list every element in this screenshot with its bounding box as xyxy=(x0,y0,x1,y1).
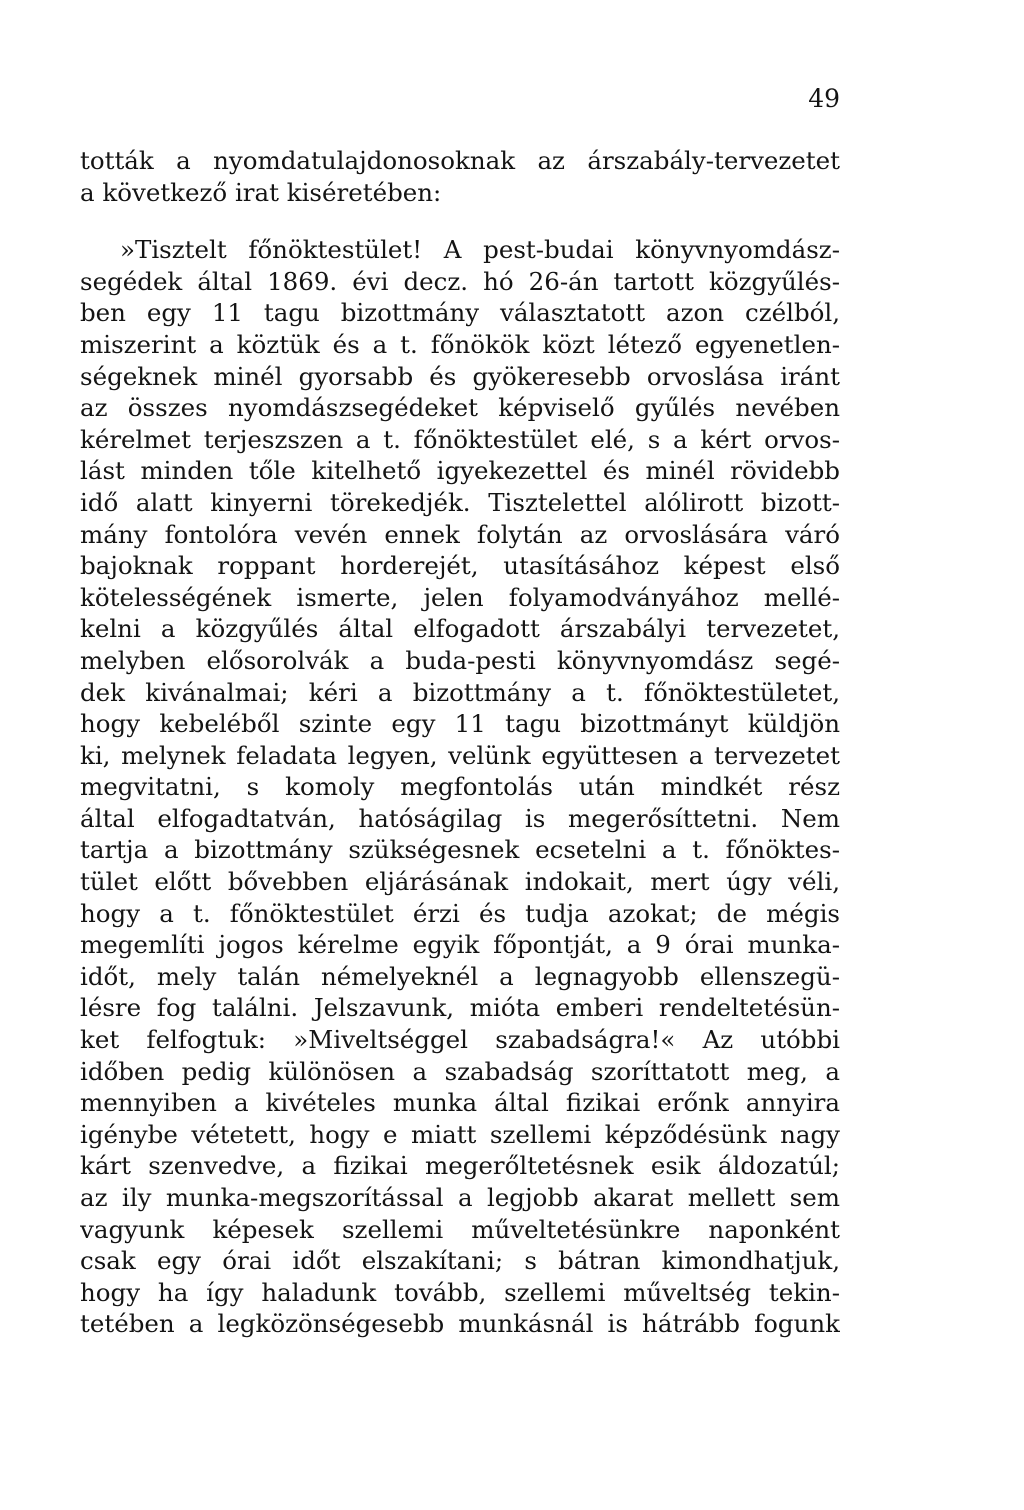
text-line: megvitatni, s komoly megfontolás után mindkét rész xyxy=(80,772,840,802)
text-line: miszerint a köztük és a t. főnökök közt létező egyenetlen- xyxy=(80,329,840,359)
text-line: tották a nyomdatulajdonosoknak az árszabály-tervezetet xyxy=(80,146,840,175)
text-line: lésre fog találni. Jelszavunk, mióta emberi rendeltetésün- xyxy=(80,993,840,1023)
text-line: hogy kebeléből szinte egy 11 tagu bizottmányt küldjön xyxy=(80,709,840,739)
text-line: időben pedig különösen a szabadság szoríttatott meg, a xyxy=(80,1056,840,1086)
text-line: »Tisztelt főnöktestület! A pest-budai könyvnyomdász- xyxy=(120,235,840,265)
text-line: csak egy órai időt elszakítani; s bátran kimondhatjuk, xyxy=(80,1246,840,1276)
text-line: lást minden tőle kitelhető igyekezettel és minél rövidebb xyxy=(80,456,840,486)
text-line: dek kivánalmai; kéri a bizottmány a t. főnöktestületet, xyxy=(80,677,840,707)
text-line: kérelmet terjeszszen a t. főnöktestület elé, s a kért orvos- xyxy=(80,424,840,454)
paragraph-intro xyxy=(80,145,840,208)
text-line: idő alatt kinyerni törekedjék. Tisztelettel alólirott bizott- xyxy=(80,487,840,517)
text-line: ségeknek minél gyorsabb és gyökeresebb orvoslása iránt xyxy=(80,361,840,391)
text-line: ki, melynek feladata legyen, velünk együttesen a tervezetet xyxy=(80,740,840,770)
text-line: az összes nyomdászsegédeket képviselő gyűlés nevében xyxy=(80,393,840,423)
text-line: által elfogadtatván, hatóságilag is megerősíttetni. Nem xyxy=(80,803,840,833)
text-line: kárt szenvedve, a fizikai megerőltetésnek esik áldozatúl; xyxy=(80,1151,840,1181)
paragraph-letter xyxy=(80,234,840,1340)
text-line: ben egy 11 tagu bizottmány választatott azon czélból, xyxy=(80,298,840,328)
paragraph-gap xyxy=(80,208,840,234)
text-line: időt, mely talán némelyeknél a legnagyobb ellenszegü- xyxy=(80,961,840,991)
text-line: megemlíti jogos kérelme egyik főpontját, a 9 órai munka- xyxy=(80,930,840,960)
text-line: tartja a bizottmány szükségesnek ecsetelni a t. főnöktes- xyxy=(80,835,840,865)
text-line: mennyiben a kivételes munka által fizikai erőnk annyira xyxy=(80,1088,840,1118)
text-line: segédek által 1869. évi decz. hó 26-án tartott közgyűlés- xyxy=(80,266,840,296)
text-line: tetében a legközönségesebb munkásnál is hátrább fogunk xyxy=(80,1309,840,1339)
body-text xyxy=(80,145,840,1340)
text-line: ket felfogtuk: »Miveltséggel szabadságra!« Az utóbbi xyxy=(80,1025,840,1055)
text-line: melyben elősorolvák a buda-pesti könyvnyomdász segé- xyxy=(80,645,840,675)
text-line: hogy a t. főnöktestület érzi és tudja azokat; de mégis xyxy=(80,898,840,928)
text-line: kötelességének ismerte, jelen folyamodványához mellé- xyxy=(80,582,840,612)
text-line: kelni a közgyűlés által elfogadott árszabályi tervezetet, xyxy=(80,614,840,644)
text-line: tület előtt bővebben eljárásának indokait, mert úgy véli, xyxy=(80,867,840,897)
text-line: hogy ha így haladunk tovább, szellemi műveltség tekin- xyxy=(80,1277,840,1307)
text-line: az ily munka-megszorítással a legjobb akarat mellett sem xyxy=(80,1183,840,1212)
text-line: a következő irat kiséretében: xyxy=(80,177,442,207)
text-line: igénybe vétetett, hogy e miatt szellemi képződésünk nagy xyxy=(80,1119,840,1149)
text-line: bajoknak roppant horderejét, utasításához képest első xyxy=(80,551,840,581)
page-number: 49 xyxy=(808,84,840,113)
text-line: vagyunk képesek szellemi műveltetésünkre naponként xyxy=(80,1214,840,1244)
text-line: mány fontolóra vevén ennek folytán az orvoslására váró xyxy=(80,519,840,549)
